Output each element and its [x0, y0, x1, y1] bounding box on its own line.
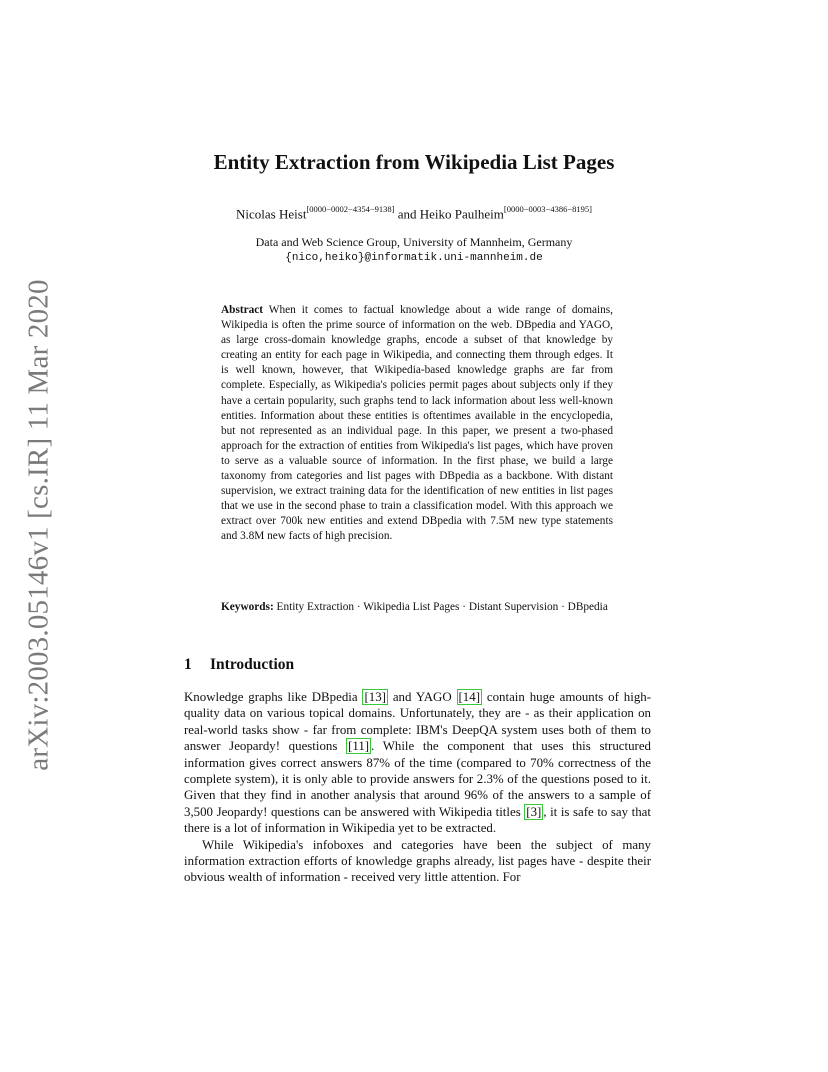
keywords-text: Entity Extraction · Wikipedia List Pages · Distant Supervision · DBpedia	[276, 601, 608, 613]
paragraph-1	[184, 689, 651, 837]
paragraph-1-text: Knowledge graphs like DBpedia	[184, 690, 363, 704]
paragraph-1-text: . While the component that uses this structured information gives correct answers 87% of the time (compared to 70% correctness of the complete system), it is only able to provide answers for 2.3% of the questions posed to it. Given that they find in another analysis that around 96% of the answers to a sample of 3,500 Jeopardy! questions can be answered with Wikipedia titles	[184, 739, 651, 819]
abstract	[221, 303, 613, 545]
author-connector: and	[397, 206, 417, 222]
author-1-orcid: [0000−0002−4354−9138]	[306, 204, 395, 214]
author-1-name: Nicolas Heist	[236, 206, 307, 222]
citation-link[interactable]: [3]	[526, 804, 542, 819]
arxiv-identifier	[14, 279, 64, 771]
paragraph-1-text: contain huge amounts of high-quality data on various topical domains. Unfortunately, they are - as their application on real-world tasks show - far from complete: IBM's DeepQA system uses both of them to answer Jeopardy! questions	[184, 690, 652, 754]
keywords-label: Keywords:	[221, 601, 274, 613]
abstract-label: Abstract	[221, 304, 264, 316]
affiliation-block	[0, 234, 828, 266]
author-2-orcid: [0000−0003−4386−8195]	[503, 204, 592, 214]
abstract-text: When it comes to factual knowledge about a wide range of domains, Wikipedia is often the prime source of information on the web. DBpedia and YAGO, as large cross-domain knowledge graphs, encode a subset of that knowledge by creating an entity for each page in Wikipedia, and connecting them through edges. It is well known, however, that Wikipedia-based knowledge graphs are far from complete. Especially, as Wikipedia's policies permit pages about subjects only if they have a certain popularity, such graphs tend to lack information about less well-known entities. Information about these entities is oftentimes available in the encyclopedia, but not represented as an individual page. In this paper, we present a two-phased approach for the extraction of entities from Wikipedia's list pages, which have proven to serve as a valuable source of information. In the first phase, we build a large taxonomy from categories and list pages with DBpedia as a backbone. With distant supervision, we extract training data for the identification of new entities in list pages that we use in the second phase to train a classification model. With this approach we extract over 700k new entities and extend DBpedia with 7.5M new type statements and 3.8M new facts of high precision.	[221, 304, 614, 543]
paragraph-1-text: and YAGO	[387, 690, 457, 704]
author-line	[0, 205, 828, 222]
paper-title: Entity Extraction from Wikipedia List Pages	[213, 150, 615, 174]
paragraph-1-text: , it is safe to say that there is a lot of information in Wikipedia yet to be extracted.	[184, 804, 651, 836]
citation-link[interactable]: [11]	[348, 739, 370, 754]
section-heading	[184, 656, 294, 674]
citation-link[interactable]: [13]	[364, 690, 386, 704]
section-title: Introduction	[210, 656, 295, 673]
arxiv-identifier-text: arXiv:2003.05146v1 [cs.IR] 11 Mar 2020	[22, 279, 55, 771]
introduction-body	[184, 689, 651, 886]
keywords	[221, 600, 613, 615]
email[interactable]: {nico,heiko}@informatik.uni-mannheim.de	[285, 252, 543, 264]
paragraph-2: While Wikipedia's infoboxes and categories have been the subject of many information extraction efforts of knowledge graphs already, list pages have - despite their obvious wealth of information - received very little attention. For	[184, 837, 651, 885]
citation-link[interactable]: [14]	[458, 690, 480, 704]
section-number: 1	[184, 656, 192, 673]
author-2-name: Heiko Paulheim	[419, 206, 504, 222]
affiliation: Data and Web Science Group, University of Mannheim, Germany	[255, 235, 573, 249]
